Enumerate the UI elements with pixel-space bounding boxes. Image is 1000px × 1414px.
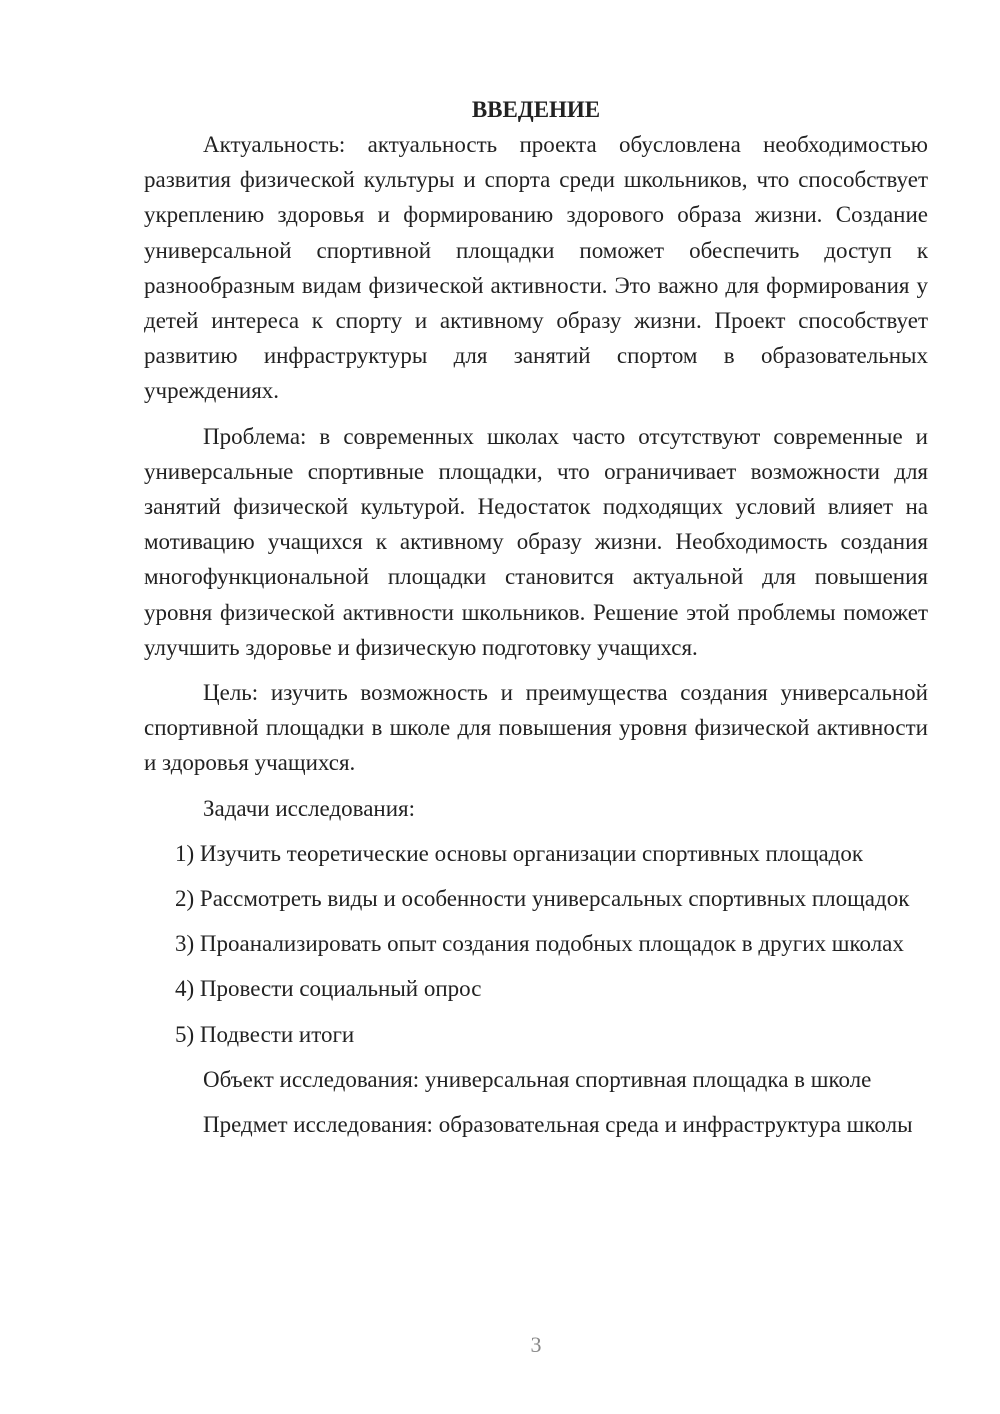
task-item: 4) Провести социальный опрос [175,976,482,1002]
goal-paragraph: Цель: изучить возможность и преимущества создания универсальной спортивной площадки в школе для повышения уровня физической активности и здоровья учащихся. [144,680,928,776]
page-title: ВВЕДЕНИЕ [471,97,601,122]
problem-paragraph: Проблема: в современных школах часто отсутствуют современные и универсальные спортивные площадки, что ограничивает возможности для занятий физической культурой. Недостаток подходящих условий влияет на мотивацию учащихся к активному образу жизни. Необходимость создания многофункциональной площадки становится актуальной для повышения уровня физической активности школьников. Решение этой проблемы поможет улучшить здоровье и физическую подготовку учащихся. [144,423,928,660]
task-item: 3) Проанализировать опыт создания подобных площадок в других школах [175,931,904,957]
page-number: 3 [530,1332,542,1357]
subject-paragraph: Предмет исследования: образовательная среда и инфраструктура школы [203,1112,913,1138]
task-item: 2) Рассмотреть виды и особенности универсальных спортивных площадок [175,886,910,912]
task-item: 5) Подвести итоги [175,1021,355,1047]
task-item: 1) Изучить теоретические основы организации спортивных площадок [175,840,864,866]
tasks-heading: Задачи исследования: [203,795,416,821]
object-paragraph: Объект исследования: универсальная спортивная площадка в школе [203,1066,872,1092]
document-page [144,92,928,1152]
relevance-paragraph: Актуальность: актуальность проекта обусловлена необходимостью развития физической культуры и спорта среди школьников, что способствует укреплению здоровья и формированию здорового образа жизни. Создание универсальной спортивной площадки поможет обеспечить доступ к разнообразным видам физической активности. Это важно для формирования у детей интереса к спорту и активному образу жизни. Проект способствует развитию инфраструктуры для занятий спортом в образовательных учреждениях. [144,132,928,404]
